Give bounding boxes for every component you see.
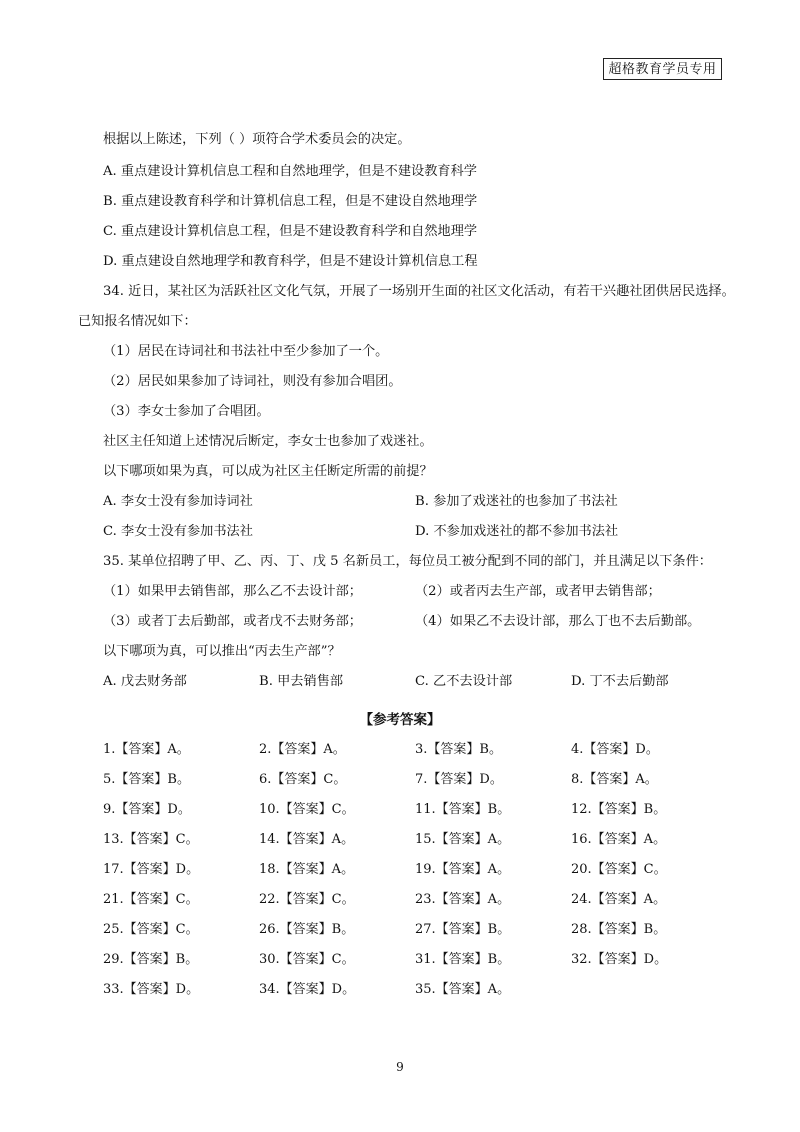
answer-item: 25.【答案】C。 xyxy=(103,922,199,937)
answer-item: 13.【答案】C。 xyxy=(103,832,199,847)
answer-item: 16.【答案】A。 xyxy=(571,832,667,847)
answer-item: 18.【答案】A。 xyxy=(259,862,355,877)
answer-item: 20.【答案】C。 xyxy=(571,862,667,877)
answer-item: 1.【答案】A。 xyxy=(103,742,190,757)
q35-condition-2: （2）或者丙去生产部，或者甲去销售部； xyxy=(415,584,661,599)
answer-item: 29.【答案】B。 xyxy=(103,952,199,967)
answer-item: 7.【答案】D。 xyxy=(415,772,503,787)
q34-option-d: D. 不参加戏迷社的都不参加书法社 xyxy=(415,524,619,539)
q34-option-a: A. 李女士没有参加诗词社 xyxy=(103,494,253,509)
q33-option-b: B. 重点建设教育科学和计算机信息工程，但是不建设自然地理学 xyxy=(103,194,478,209)
q35-condition-4: （4）如果乙不去设计部，那么丁也不去后勤部。 xyxy=(415,614,701,629)
q33-option-a: A. 重点建设计算机信息工程和自然地理学，但是不建设教育科学 xyxy=(103,164,477,179)
answer-item: 32.【答案】D。 xyxy=(571,952,668,967)
q34-condition-3: （3）李女士参加了合唱团。 xyxy=(103,404,270,419)
answer-item: 22.【答案】C。 xyxy=(259,892,355,907)
answer-item: 4.【答案】D。 xyxy=(571,742,659,757)
answer-item: 21.【答案】C。 xyxy=(103,892,199,907)
q35-option-c: C. 乙不去设计部 xyxy=(415,674,513,689)
answer-item: 17.【答案】D。 xyxy=(103,862,200,877)
q34-stem-line1: 34. 近日，某社区为活跃社区文化气氛，开展了一场别开生面的社区文化活动，有若干兴趣社团供居民选择。 xyxy=(103,284,735,299)
answer-item: 12.【答案】B。 xyxy=(571,802,667,817)
q34-option-b: B. 参加了戏迷社的也参加了书法社 xyxy=(415,494,618,509)
q34-condition-2: （2）居民如果参加了诗词社，则没有参加合唱团。 xyxy=(103,374,402,389)
q34-option-c: C. 李女士没有参加书法社 xyxy=(103,524,253,539)
answer-item: 19.【答案】A。 xyxy=(415,862,511,877)
q34-stem-line2: 已知报名情况如下： xyxy=(78,314,197,329)
q34-conclusion: 社区主任知道上述情况后断定，李女士也参加了戏迷社。 xyxy=(103,434,433,449)
q35-option-b: B. 甲去销售部 xyxy=(259,674,344,689)
answer-item: 8.【答案】A。 xyxy=(571,772,658,787)
q34-question: 以下哪项如果为真，可以成为社区主任断定所需的前提？ xyxy=(103,464,433,479)
answer-item: 14.【答案】A。 xyxy=(259,832,355,847)
q35-option-a: A. 戊去财务部 xyxy=(103,674,187,689)
answer-item: 26.【答案】B。 xyxy=(259,922,355,937)
answer-item: 23.【答案】A。 xyxy=(415,892,511,907)
q35-condition-1: （1）如果甲去销售部，那么乙不去设计部； xyxy=(103,584,362,599)
answer-item: 2.【答案】A。 xyxy=(259,742,346,757)
answer-item: 5.【答案】B。 xyxy=(103,772,190,787)
q33-option-c: C. 重点建设计算机信息工程，但是不建设教育科学和自然地理学 xyxy=(103,224,478,239)
header-label: 超格教育学员专用 xyxy=(603,58,722,80)
q35-stem: 35. 某单位招聘了甲、乙、丙、丁、戊 5 名新员工，每位员工被分配到不同的部门，并且满足以下条件： xyxy=(103,554,712,569)
answer-item: 9.【答案】D。 xyxy=(103,802,191,817)
answer-item: 34.【答案】D。 xyxy=(259,982,356,997)
q33-option-d: D. 重点建设自然地理学和教育科学，但是不建设计算机信息工程 xyxy=(103,254,478,269)
answer-item: 10.【答案】C。 xyxy=(259,802,355,817)
answer-item: 35.【答案】A。 xyxy=(415,982,511,997)
q35-question: 以下哪项为真，可以推出“丙去生产部”？ xyxy=(103,644,341,659)
answer-item: 31.【答案】B。 xyxy=(415,952,511,967)
answer-item: 33.【答案】D。 xyxy=(103,982,200,997)
q33-stem: 根据以上陈述，下列（ ）项符合学术委员会的决定。 xyxy=(103,132,411,147)
page-number: 9 xyxy=(396,1060,404,1074)
answer-item: 27.【答案】B。 xyxy=(415,922,511,937)
answer-item: 6.【答案】C。 xyxy=(259,772,347,787)
answer-item: 30.【答案】C。 xyxy=(259,952,355,967)
answers-title: 【参考答案】 xyxy=(359,712,441,728)
q35-option-d: D. 丁不去后勤部 xyxy=(571,674,669,689)
answer-item: 28.【答案】B。 xyxy=(571,922,667,937)
answer-item: 11.【答案】B。 xyxy=(415,802,511,817)
q34-condition-1: （1）居民在诗词社和书法社中至少参加了一个。 xyxy=(103,344,389,359)
answer-item: 24.【答案】A。 xyxy=(571,892,667,907)
answer-item: 3.【答案】B。 xyxy=(415,742,502,757)
q35-condition-3: （3）或者丁去后勤部，或者戊不去财务部； xyxy=(103,614,362,629)
answer-item: 15.【答案】A。 xyxy=(415,832,511,847)
